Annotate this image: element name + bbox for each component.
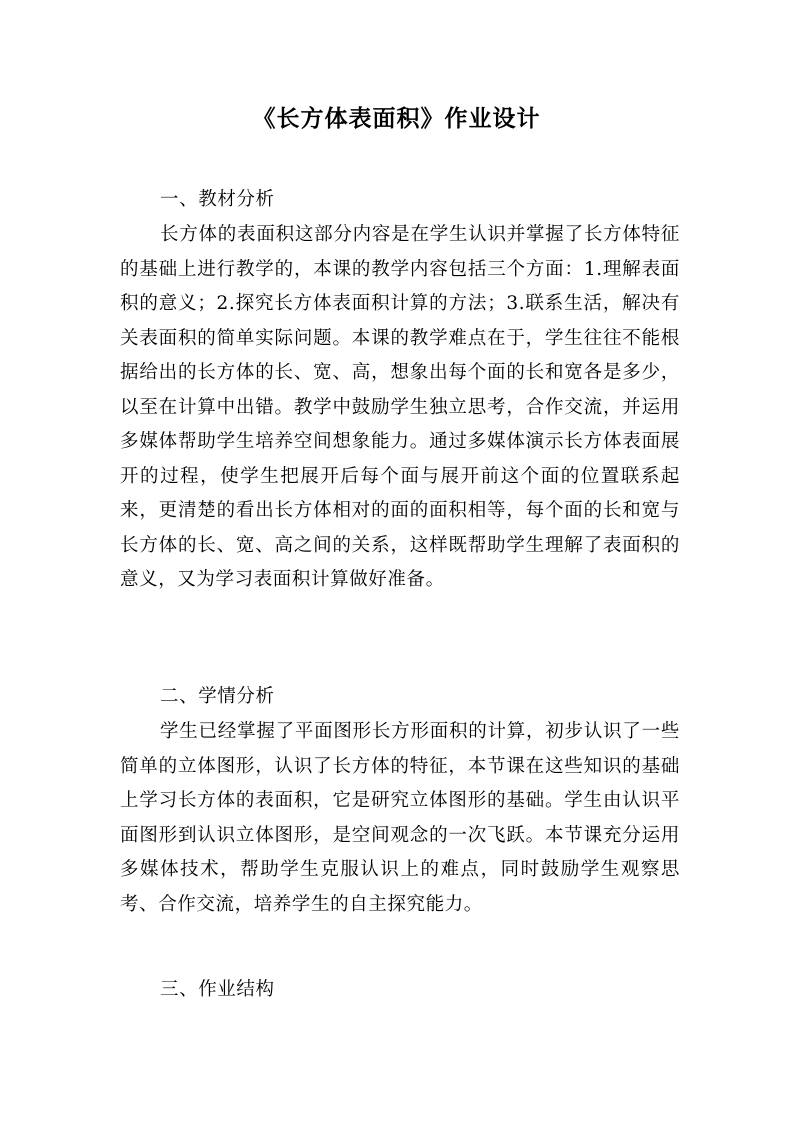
section-paragraph-textbook-analysis: 长方体的表面积这部分内容是在学生认识并掌握了长方体特征的基础上进行教学的，本课的教学内容包括三个方面：1.理解表面积的意义；2.探究长方体表面积计算的方法；3.联系生活，解决有关表面积的简单实际问题。本课的教学难点在于，学生往往不能根据给出的长方体的长、宽、高，想象出每个面的长和宽各是多少，以至在计算中出错。教学中鼓励学生独立思考，合作交流，并运用多媒体帮助学生培养空间想象能力。通过多媒体演示长方体表面展开的过程，使学生把展开后每个面与展开前这个面的位置联系起来，更清楚的看出长方体相对的面的面积相等，每个面的长和宽与长方体的长、宽、高之间的关系，这样既帮助学生理解了表面积的意义，又为学习表面积计算做好准备。 <box>120 224 680 590</box>
section-heading-textbook-analysis: 一、教材分析 <box>160 189 275 210</box>
document-title: 《长方体表面积》作业设计 <box>252 105 541 132</box>
section-heading-homework-structure: 三、作业结构 <box>160 979 275 1000</box>
section-paragraph-student-analysis: 学生已经掌握了平面图形长方形面积的计算，初步认识了一些简单的立体图形，认识了长方体的特征，本节课在这些知识的基础上学习长方体的表面积，它是研究立体图形的基础。学生由认识平面图形到认识立体图形，是空间观念的一次飞跃。本节课充分运用多媒体技术，帮助学生克服认识上的难点，同时鼓励学生观察思考、合作交流，培养学生的自主探究能力。 <box>120 721 680 915</box>
section-heading-student-analysis: 二、学情分析 <box>160 686 275 707</box>
